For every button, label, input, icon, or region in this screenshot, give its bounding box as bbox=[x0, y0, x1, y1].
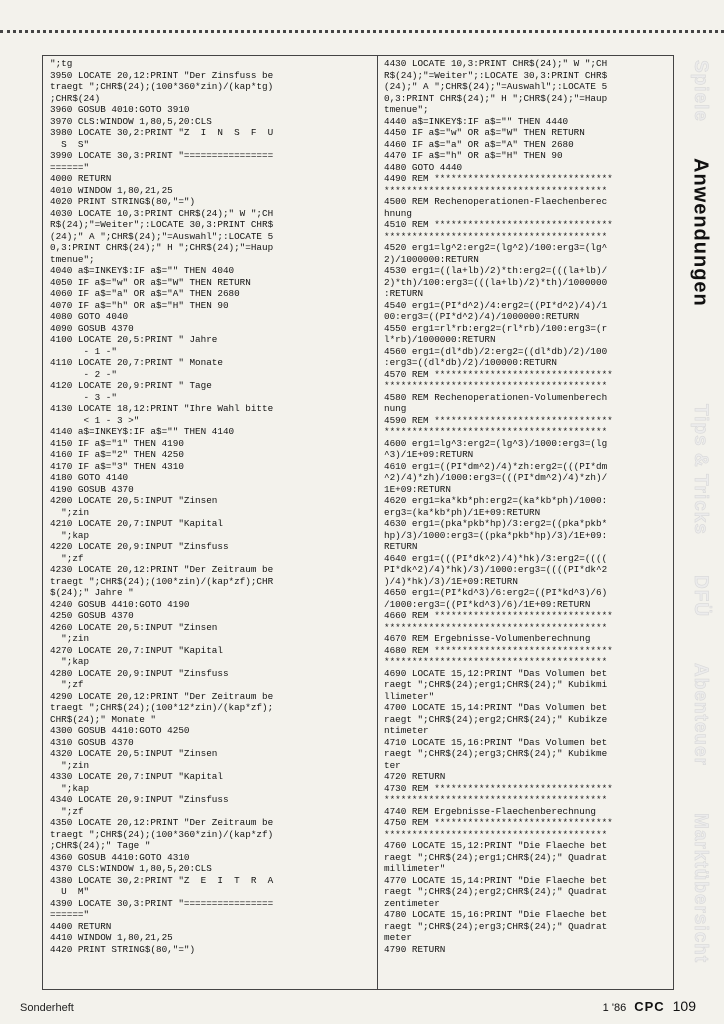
footer-sonderheft: Sonderheft bbox=[20, 1002, 74, 1014]
listing-left-column: ";tg 3950 LOCATE 20,12:PRINT "Der Zinsfuss be traegt ";CHR$(24);(100*360*zin)/(kap*tg) ;CHR$(24) 3960 GOSUB 4010:GOTO 3910 3970 CLS:WINDOW 1,80,5,20:CLS 3980 LOCATE 30,2:PRINT "Z I N S F U S S" 3990 LOCATE 30,3:PRINT "================ ======" 4000 RETURN 4010 WINDOW 1,80,21,25 4020 PRINT STRING$(80,"=") 4030 LOCATE 10,3:PRINT CHR$(24);" W ";CH R$(24);"=Weiter";:LOCATE 30,3:PRINT CHR$ (24);" A ";CHR$(24);"=Auswahl";:LOCATE 5 0,3:PRINT CHR$(24);" H ";CHR$(24);"=Haup tmenue"; 4040 a$=INKEY$:IF a$="" THEN 4040 4050 IF a$="w" OR a$="W" THEN RETURN 4060 IF a$="a" OR a$="A" THEN 2680 4070 IF a$="h" OR a$="H" THEN 90 4080 GOTO 4040 4090 GOSUB 4370 4100 LOCATE 20,5:PRINT " Jahre - 1 -" 4110 LOCATE 20,7:PRINT " Monate - 2 -" 4120 LOCATE 20,9:PRINT " Tage - 3 -" 4130 LOCATE 18,12:PRINT "Ihre Wahl bitte < 1 - 3 >" 4140 a$=INKEY$:IF a$="" THEN 4140 4150 IF a$="1" THEN 4190 4160 IF a$="2" THEN 4250 4170 IF a$="3" THEN 4310 4180 GOTO 4140 4190 GOSUB 4370 4200 LOCATE 20,5:INPUT "Zinsen ";zin 4210 LOCATE 20,7:INPUT "Kapital ";kap 4220 LOCATE 20,9:INPUT "Zinsfuss ";zf 4230 LOCATE 20,12:PRINT "Der Zeitraum be traegt ";CHR$(24);(100*zin)/(kap*zf);CHR $(24);" Jahre " 4240 GOSUB 4410:GOTO 4190 4250 GOSUB 4370 4260 LOCATE 20,5:INPUT "Zinsen ";zin 4270 LOCATE 20,7:INPUT "Kapital ";kap 4280 LOCATE 20,9:INPUT "Zinsfuss ";zf 4290 LOCATE 20,12:PRINT "Der Zeitraum be traegt ";CHR$(24);(100*12*zin)/(kap*zf); CHR$(24);" Monate " 4300 GOSUB 4410:GOTO 4250 4310 GOSUB 4370 4320 LOCATE 20,5:INPUT "Zinsen ";zin 4330 LOCATE 20,7:INPUT "Kapital ";kap 4340 LOCATE 20,9:INPUT "Zinsfuss ";zf 4350 LOCATE 20,12:PRINT "Der Zeitraum be traegt ";CHR$(24);(100*360*zin)/(kap*zf) ;CHR$(24);" Tage " 4360 GOSUB 4410:GOTO 4310 4370 CLS:WINDOW 1,80,5,20:CLS 4380 LOCATE 30,2:PRINT "Z E I T R A U M" 4390 LOCATE 30,3:PRINT "================ ======" 4400 RETURN 4410 WINDOW 1,80,21,25 4420 PRINT STRING$(80,"=") bbox=[50, 58, 274, 955]
listing-right-column: 4430 LOCATE 10,3:PRINT CHR$(24);" W ";CH R$(24);"=Weiter";:LOCATE 30,3:PRINT CHR$ (24);" A ";CHR$(24);"=Auswahl";:LOCATE 5 0,3:PRINT CHR$(24);" H ";CHR$(24);"=Haup tmenue"; 4440 a$=INKEY$:IF a$="" THEN 4440 4450 IF a$="w" OR a$="W" THEN RETURN 4460 IF a$="a" OR a$="A" THEN 2680 4470 IF a$="h" OR a$="H" THEN 90 4480 GOTO 4440 4490 REM ******************************** **************************************** 4500 REM Rechenoperationen-Flaechenberec hnung 4510 REM ******************************** **************************************** 4520 erg1=lg^2:erg2=(lg^2)/100:erg3=(lg^ 2)/1000000:RETURN 4530 erg1=((la+lb)/2)*th:erg2=(((la+lb)/ 2)*th)/100:erg3=(((la+lb)/2)*th)/1000000 :RETURN 4540 erg1=(PI*d^2)/4:erg2=((PI*d^2)/4)/1 00:erg3=((PI*d^2)/4)/1000000:RETURN 4550 erg1=rl*rb:erg2=(rl*rb)/100:erg3=(r l*rb)/1000000:RETURN 4560 erg1=(dl*db)/2:erg2=((dl*db)/2)/100 :erg3=((dl*db)/2)/100000:RETURN 4570 REM ******************************** **************************************** 4580 REM Rechenoperationen-Volumenberech nung 4590 REM ******************************** **************************************** 4600 erg1=lg^3:erg2=(lg^3)/1000:erg3=(lg ^3)/1E+09:RETURN 4610 erg1=((PI*dm^2)/4)*zh:erg2=(((PI*dm ^2)/4)*zh)/1000:erg3=(((PI*dm^2)/4)*zh)/ 1E+09:RETURN 4620 erg1=ka*kb*ph:erg2=(ka*kb*ph)/1000: erg3=(ka*kb*ph)/1E+09:RETURN 4630 erg1=(pka*pkb*hp)/3:erg2=((pka*pkb* hp)/3)/1000:erg3=((pka*pkb*hp)/3)/1E+09: RETURN 4640 erg1=(((PI*dk^2)/4)*hk)/3:erg2=(((( PI*dk^2)/4)*hk)/3)/1000:erg3=((((PI*dk^2 )/4)*hk)/3)/1E+09:RETURN 4650 erg1=(PI*kd^3)/6:erg2=((PI*kd^3)/6) /1000:erg3=((PI*kd^3)/6)/1E+09:RETURN 4660 REM ******************************** **************************************** 4670 REM Ergebnisse-Volumenberechnung 4680 REM ******************************** **************************************** 4690 LOCATE 15,12:PRINT "Das Volumen bet raegt ";CHR$(24);erg1;CHR$(24);" Kubikmi llimeter" 4700 LOCATE 15,14:PRINT "Das Volumen bet raegt ";CHR$(24);erg2;CHR$(24);" Kubikze ntimeter 4710 LOCATE 15,16:PRINT "Das Volumen bet raegt ";CHR$(24);erg3;CHR$(24);" Kubikme ter 4720 RETURN 4730 REM ******************************** **************************************** 4740 REM Ergebnisse-Flaechenberechnung 4750 REM ******************************** **************************************** 4760 LOCATE 15,12:PRINT "Die Flaeche bet raegt ";CHR$(24);erg1;CHR$(24);" Quadrat millimeter" 4770 LOCATE 15,14:PRINT "Die Flaeche bet raegt ";CHR$(24);erg2;CHR$(24);" Quadrat zentimeter 4780 LOCATE 15,16:PRINT "Die Flaeche bet raegt ";CHR$(24);erg3;CHR$(24);" Quadrat meter 4790 RETURN bbox=[384, 58, 613, 955]
tab-spiele: Spiele bbox=[690, 60, 711, 122]
tab-tips-tricks: Tips & Tricks bbox=[690, 404, 711, 536]
footer-issue: 1 '86 bbox=[602, 1002, 627, 1014]
column-divider bbox=[377, 55, 378, 990]
section-tabs bbox=[680, 60, 720, 990]
tab-dfu: DFÜ bbox=[690, 575, 711, 618]
top-dotted-rule bbox=[0, 30, 724, 33]
page-number: 109 bbox=[672, 998, 696, 1014]
footer-issue-info bbox=[603, 998, 696, 1014]
tab-marktuebersicht: Marktübersicht bbox=[690, 813, 711, 964]
footer-magazine-logo: CPC bbox=[634, 999, 665, 1014]
tab-anwendungen: Anwendungen bbox=[689, 158, 712, 308]
tab-abenteuer: Abenteuer bbox=[690, 662, 711, 766]
